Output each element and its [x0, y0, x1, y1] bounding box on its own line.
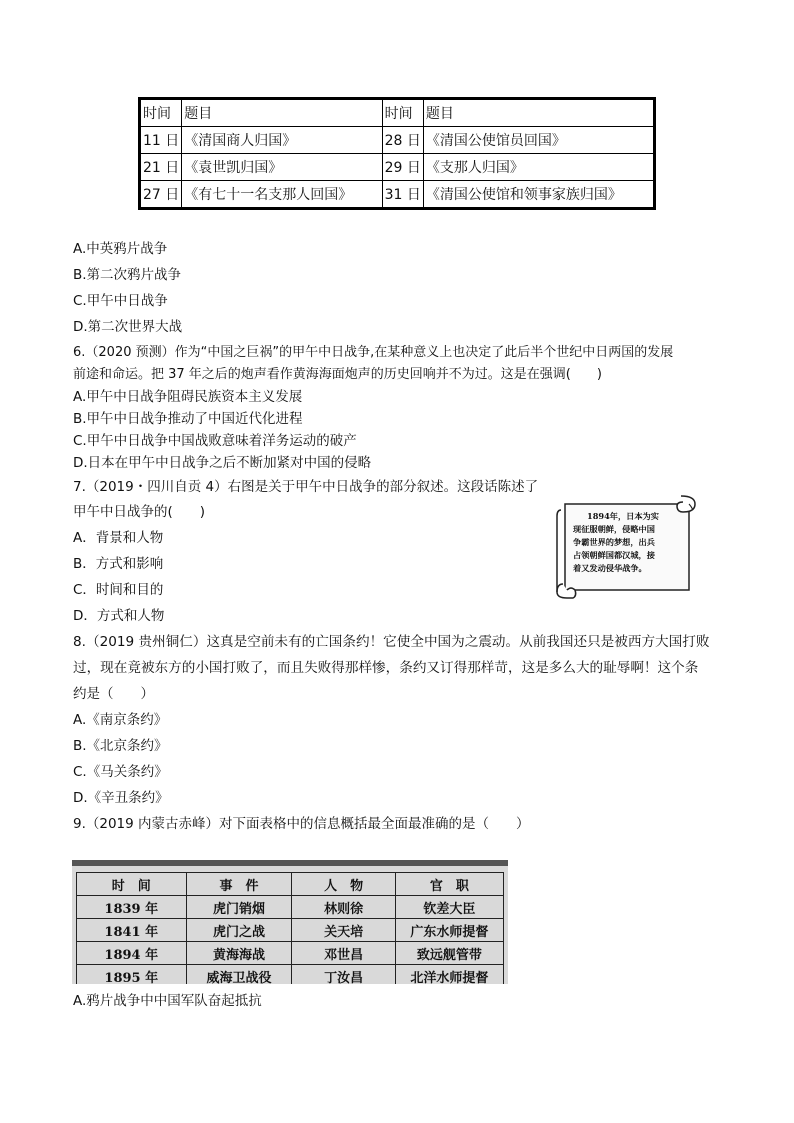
- scroll-text-line: 1894年，日本为实: [587, 511, 659, 521]
- history-scroll-figure: [553, 492, 701, 600]
- q9-stem: 9.（2019 内蒙古赤峰）对下面表格中的信息概括最全面最准确的是（ ）: [73, 816, 530, 832]
- table-cell: 林则徐: [292, 896, 395, 919]
- q5-option-c: C.甲午中日战争: [73, 293, 168, 309]
- table-cell: 《清国公使馆和领事家族归国》: [423, 181, 654, 209]
- q6-stem-line1: 6.（2020 预测）作为“中国之巨祸”的甲午中日战争,在某种意义上也决定了此后半个世纪中日两国的发展: [73, 345, 674, 360]
- table-header-cell: 时间: [140, 99, 182, 127]
- q7-option-c: C．时间和目的: [73, 582, 164, 598]
- q6-option-b: B.甲午中日战争推动了中国近代化进程: [73, 411, 303, 427]
- table-cell: 威海卫战役: [186, 965, 292, 985]
- table-header-row: [140, 99, 655, 127]
- table-cell: 1895 年: [77, 965, 187, 985]
- table-cell: 1841 年: [77, 919, 187, 942]
- q5-option-a: A.中英鸦片战争: [73, 241, 168, 257]
- q6-option-c: C.甲午中日战争中国战败意味着洋务运动的破产: [73, 433, 357, 449]
- table-header-cell: 事 件: [186, 873, 292, 896]
- photo-top-edge: [72, 860, 508, 866]
- q8-option-a: A.《南京条约》: [73, 712, 168, 728]
- table-row: [140, 127, 655, 154]
- q7-option-d: D．方式和人物: [73, 608, 165, 624]
- scroll-text-line: 争霸世界的梦想，出兵: [573, 537, 655, 547]
- table-header-cell: 官 职: [395, 873, 503, 896]
- table-cell: 关天培: [292, 919, 395, 942]
- table-cell: 21 日: [140, 154, 182, 181]
- q8-stem-line2: 过，现在竟被东方的小国打败了，而且失败得那样惨，条约又订得那样苛，这是多么大的耻辱啊！这个条: [73, 660, 699, 676]
- table-cell: 致远舰管带: [395, 942, 503, 965]
- table-header-cell: 时 间: [77, 873, 187, 896]
- table-header-row: [77, 873, 504, 896]
- table-cell: 邓世昌: [292, 942, 395, 965]
- q7-stem-line2: 甲午中日战争的( ): [73, 504, 206, 520]
- table-cell: 1894 年: [77, 942, 187, 965]
- scroll-text-line: 着又发动侵华战争。: [573, 563, 647, 573]
- q8-option-c: C.《马关条约》: [73, 764, 168, 780]
- scroll-text-line: 现征服朝鲜，侵略中国: [573, 524, 655, 534]
- scroll-text-line: 占领朝鲜国都汉城，接: [573, 550, 655, 560]
- q6-stem-line2: 前途和命运。把 37 年之后的炮声看作黄海海面炮声的历史回响并不为过。这是在强调( ): [73, 367, 602, 382]
- q8-option-d: D.《辛丑条约》: [73, 790, 169, 806]
- table-cell: 虎门销烟: [186, 896, 292, 919]
- table-cell: 《支那人归国》: [423, 154, 654, 181]
- table-header-cell: 题目: [182, 99, 382, 127]
- table-row: [140, 154, 655, 181]
- q7-option-b: B．方式和影响: [73, 556, 164, 572]
- q7-option-a: A．背景和人物: [73, 530, 164, 546]
- q8-stem-line3: 约是（ ）: [73, 686, 154, 702]
- question5-table: [138, 97, 656, 210]
- table-cell: 《清国商人归国》: [182, 127, 382, 154]
- table-cell: 11 日: [140, 127, 182, 154]
- q8-option-b: B.《北京条约》: [73, 738, 168, 754]
- q5-option-b: B.第二次鸦片战争: [73, 267, 182, 283]
- q8-stem-line1: 8.（2019 贵州铜仁）这真是空前未有的亡国条约！它使全中国为之震动。从前我国还只是被西方大国打败: [73, 634, 710, 650]
- table-cell: 《袁世凯归国》: [182, 154, 382, 181]
- table-cell: 1839 年: [77, 896, 187, 919]
- table-cell: 北洋水师提督: [395, 965, 503, 985]
- table-cell: 黄海海战: [186, 942, 292, 965]
- table-cell: 广东水师提督: [395, 919, 503, 942]
- q9-table-photo: [72, 860, 508, 984]
- table-row: [77, 919, 504, 942]
- table-cell: 钦差大臣: [395, 896, 503, 919]
- q7-stem-line1: 7.（2019・四川自贡 4）右图是关于甲午中日战争的部分叙述。这段话陈述了: [73, 479, 539, 495]
- table-cell: 28 日: [382, 127, 423, 154]
- table-cell: 丁汝昌: [292, 965, 395, 985]
- q9-table: [76, 872, 504, 984]
- table-row: [77, 965, 504, 985]
- q5-option-d: D.第二次世界大战: [73, 319, 183, 335]
- table-cell: 《有七十一名支那人回国》: [182, 181, 382, 209]
- table-cell: 27 日: [140, 181, 182, 209]
- table-header-cell: 人 物: [292, 873, 395, 896]
- table-cell: 29 日: [382, 154, 423, 181]
- table-row: [77, 942, 504, 965]
- table-row: [77, 896, 504, 919]
- table-header-cell: 题目: [423, 99, 654, 127]
- q6-option-a: A.甲午中日战争阻碍民族资本主义发展: [73, 389, 303, 405]
- table-cell: 虎门之战: [186, 919, 292, 942]
- table-row: [140, 181, 655, 209]
- table-cell: 31 日: [382, 181, 423, 209]
- q6-option-d: D.日本在甲午中日战争之后不断加紧对中国的侵略: [73, 455, 372, 471]
- table-header-cell: 时间: [382, 99, 423, 127]
- table-cell: 《清国公使馆员回国》: [423, 127, 654, 154]
- q9-option-a: A.鸦片战争中中国军队奋起抵抗: [73, 993, 262, 1009]
